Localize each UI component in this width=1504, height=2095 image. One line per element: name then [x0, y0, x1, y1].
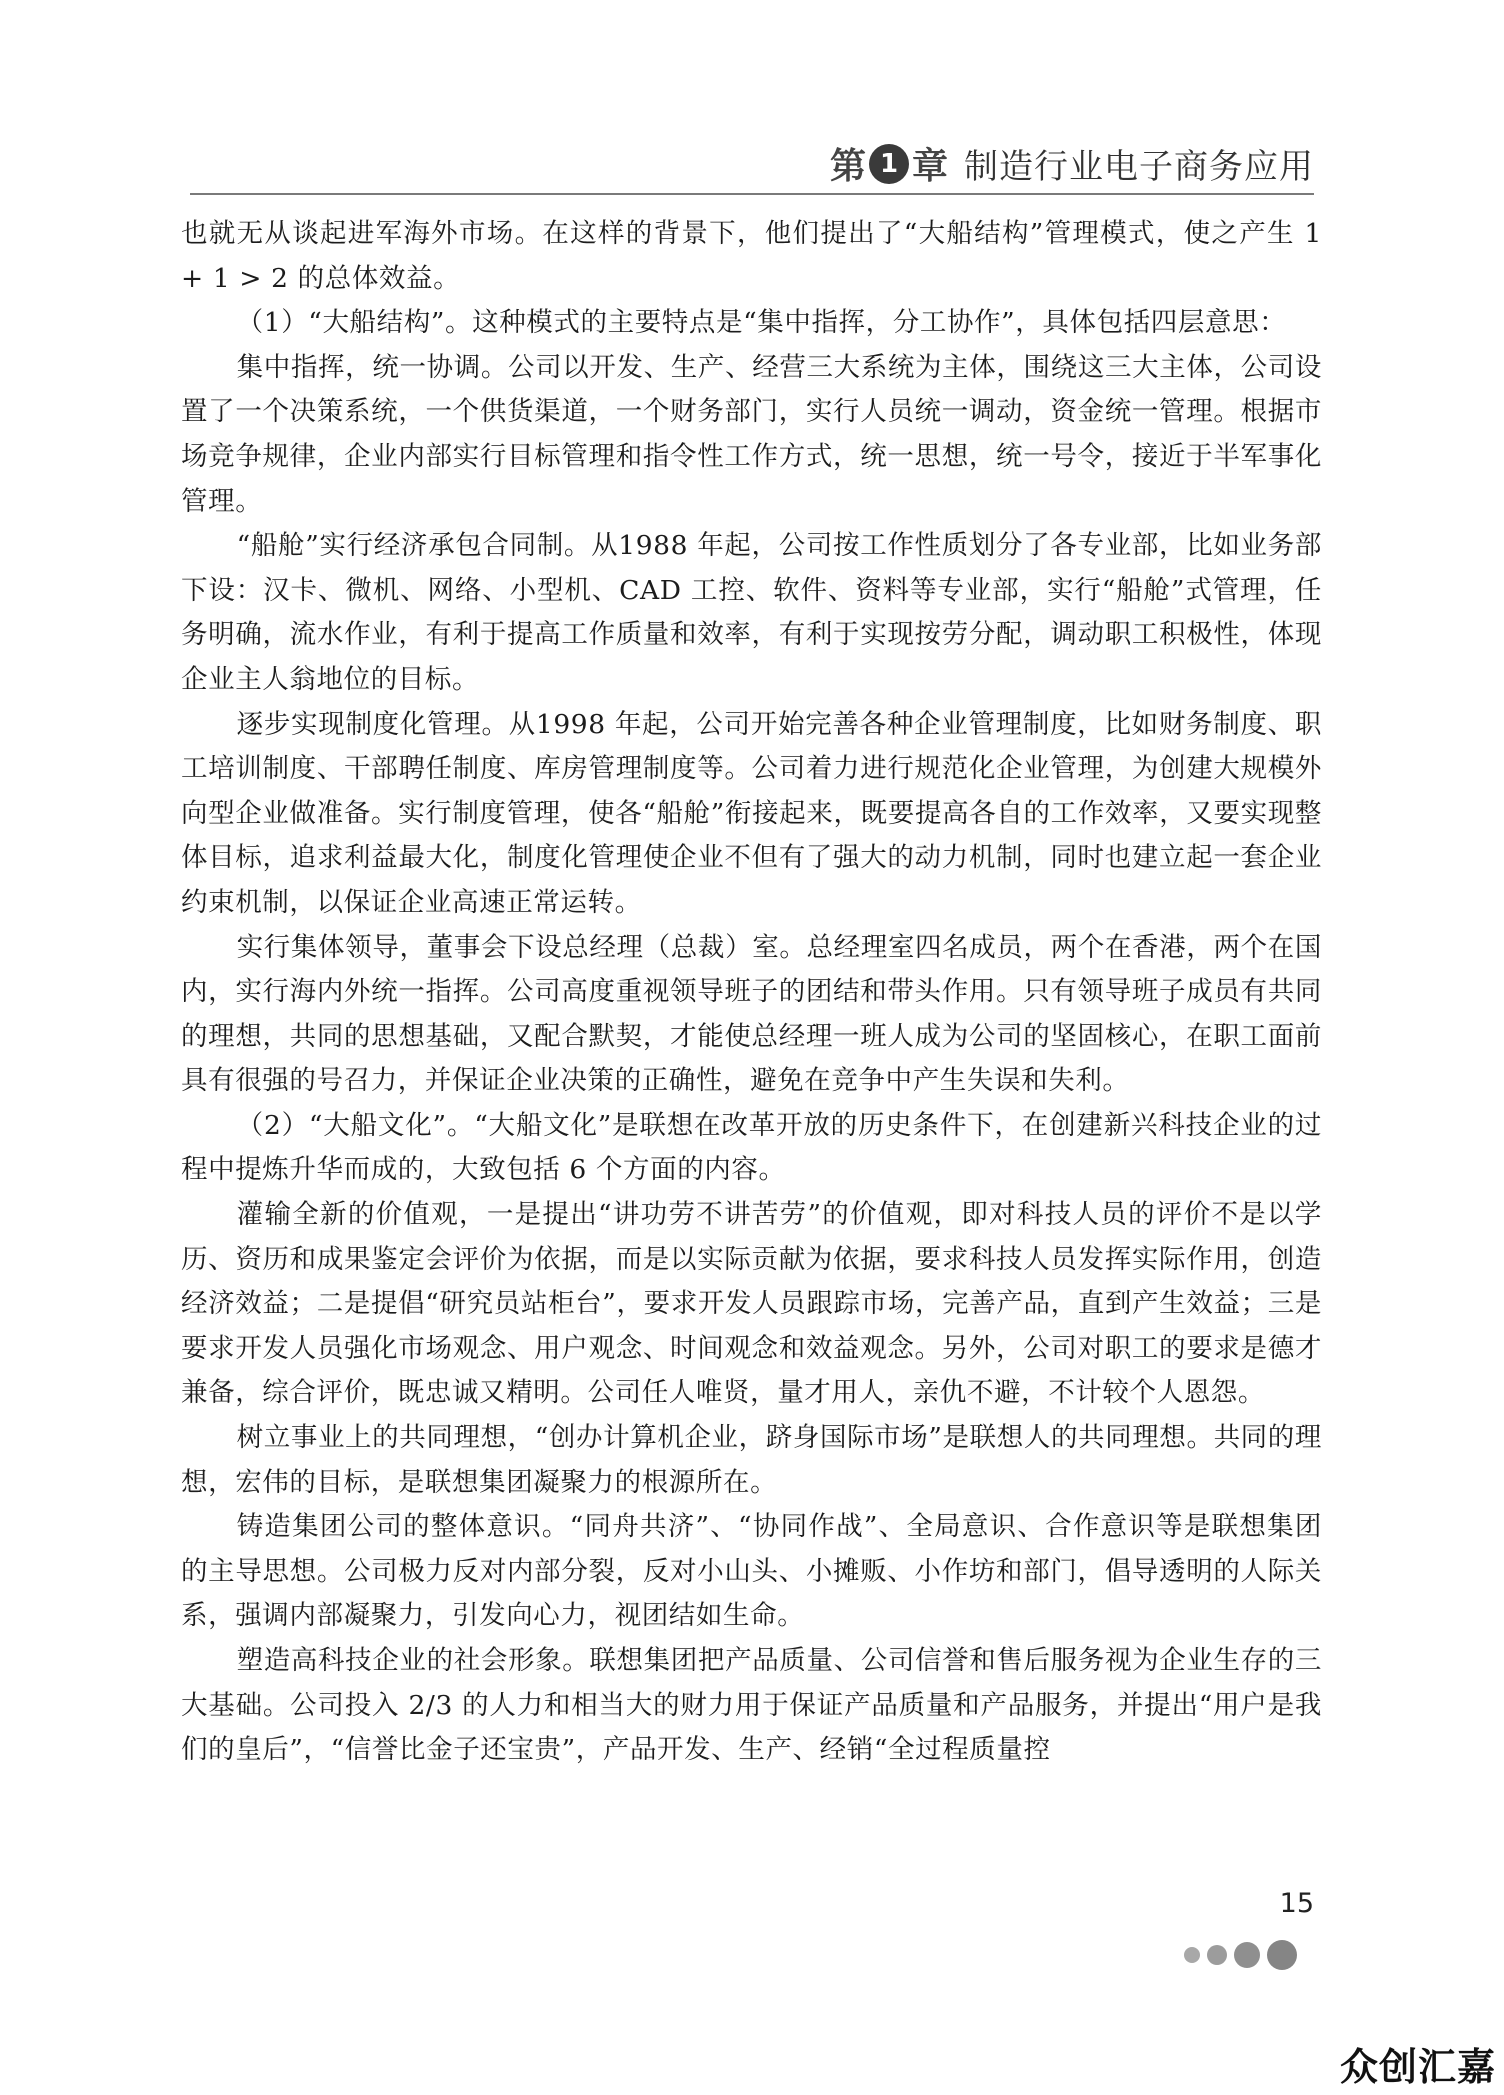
chapter-number-badge: 1 — [869, 144, 909, 184]
dot-icon — [1267, 1940, 1297, 1970]
paragraph: 逐步实现制度化管理。从1998 年起，公司开始完善各种企业管理制度，比如财务制度、职工培训制度、干部聘任制度、库房管理制度等。公司着力进行规范化企业管理，为创建大规模外向型企业做准备。实行制度管理，使各“船舱”衔接起来，既要提高各自的工作效率，又要实现整体目标，追求利益最大化，制度化管理使企业不但有了强大的动力机制，同时也建立起一套企业约束机制，以保证企业高速正常运转。 — [181, 708, 1322, 918]
paragraph: （1）“大船结构”。这种模式的主要特点是“集中指挥，分工协作”，具体包括四层意思： — [236, 307, 1287, 339]
paragraph: 塑造高科技企业的社会形象。联想集团把产品质量、公司信誉和售后服务视为企业生存的三大基础。公司投入 2/3 的人力和相当大的财力用于保证产品质量和产品服务，并提出“用户是我们的皇后”，“信誉比金子还宝贵”，产品开发、生产、经销“全过程质量控 — [181, 1645, 1322, 1766]
paragraph: “船舱”实行经济承包合同制。从1988 年起，公司按工作性质划分了各专业部，比如业务部下设：汉卡、微机、网络、小型机、CAD 工控、软件、资料等专业部，实行“船舱”式管理，任务明确，流水作业，有利于提高工作质量和效率，有利于实现按劳分配，调动职工积极性，体现企业主人翁地位的目标。 — [181, 530, 1322, 695]
watermark: 众创汇嘉 — [1339, 2045, 1496, 2089]
decorative-dots — [1184, 1940, 1297, 1970]
paragraph: （2）“大船文化”。“大船文化”是联想在改革开放的历史条件下，在创建新兴科技企业的过程中提炼升华而成的，大致包括 6 个方面的内容。 — [181, 1109, 1322, 1186]
paragraph: 铸造集团公司的整体意识。“同舟共济”、“协同作战”、全局意识、合作意识等是联想集团的主导思想。公司极力反对内部分裂，反对小山头、小摊贩、小作坊和部门，倡导透明的人际关系，强调内部凝聚力，引发向心力，视团结如生命。 — [181, 1511, 1322, 1632]
chapter-prefix: 第 — [829, 146, 866, 187]
chapter-header — [830, 138, 1314, 189]
page-number: 15 — [1279, 1888, 1314, 1919]
paragraph: 集中指挥，统一协调。公司以开发、生产、经营三大系统为主体，围绕这三大主体，公司设置了一个决策系统，一个供货渠道，一个财务部门，实行人员统一调动，资金统一管理。根据市场竞争规律，企业内部实行目标管理和指令性工作方式，统一思想，统一号令，接近于半军事化管理。 — [181, 351, 1322, 517]
chapter-title: 制造行业电子商务应用 — [964, 147, 1314, 187]
dot-icon — [1184, 1947, 1200, 1963]
paragraph: 树立事业上的共同理想，“创办计算机企业，跻身国际市场”是联想人的共同理想。共同的理想，宏伟的目标，是联想集团凝聚力的根源所在。 — [181, 1422, 1322, 1498]
paragraph: 实行集体领导，董事会下设总经理（总裁）室。总经理室四名成员，两个在香港，两个在国内，实行海内外统一指挥。公司高度重视领导班子的团结和带头作用。只有领导班子成员有共同的理想，共同的思想基础，又配合默契，才能使总经理一班人成为公司的坚固核心，在职工面前具有很强的号召力，并保证企业决策的正确性，避免在竞争中产生失误和失利。 — [181, 931, 1322, 1097]
dot-icon — [1234, 1942, 1260, 1968]
paragraph: 也就无从谈起进军海外市场。在这样的背景下，他们提出了“大船结构”管理模式，使之产生 1 + 1 > 2 的总体效益。 — [181, 218, 1322, 294]
chapter-suffix: 章 — [911, 146, 948, 187]
paragraph: 灌输全新的价值观，一是提出“讲功劳不讲苦劳”的价值观，即对科技人员的评价不是以学历、资历和成果鉴定会评价为依据，而是以实际贡献为依据，要求科技人员发挥实际作用，创造经济效益；二是提倡“研究员站柜台”，要求开发人员跟踪市场，完善产品，直到产生效益；三是要求开发人员强化市场观念、用户观念、时间观念和效益观念。另外，公司对职工的要求是德才兼备，综合评价，既忠诚又精明。公司任人唯贤，量才用人，亲仇不避，不计较个人恩怨。 — [181, 1199, 1322, 1409]
body-text — [181, 212, 1322, 1773]
header-divider — [190, 193, 1314, 195]
dot-icon — [1207, 1945, 1227, 1965]
